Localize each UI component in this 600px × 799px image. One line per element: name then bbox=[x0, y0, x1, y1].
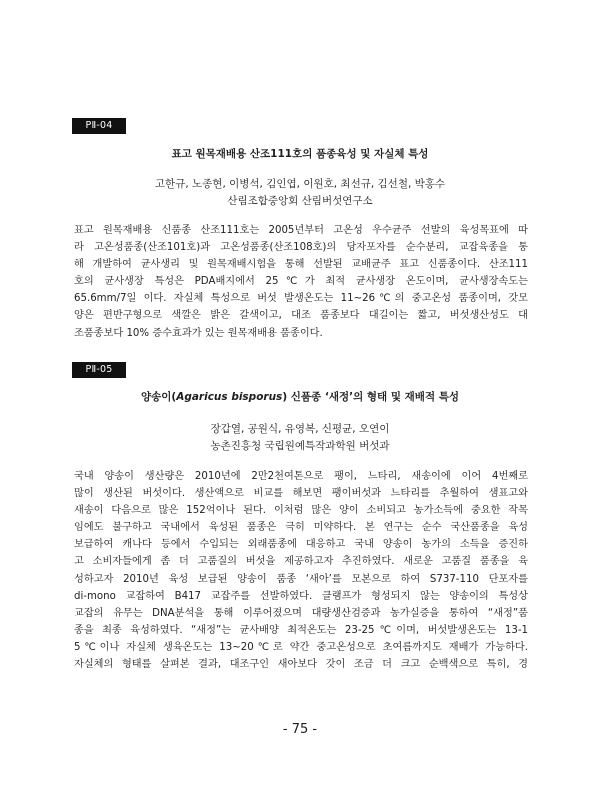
body-line: 호의 균사생장 특성은 PDA배지에서 25℃가 최적 균사생장 온도이며, 균사생장속도는 bbox=[74, 276, 528, 288]
body-line: 65.6mm/7일 이다. 자실체 특성으로 버섯 발생온도는 11~26℃의 중고온성 품종이며, 갓모 bbox=[74, 293, 528, 305]
page-number: - 75 - bbox=[282, 722, 318, 737]
body-line: 양은 편반구형으로 색깔은 밝은 갈색이고, 대조 품종보다 대길이는 짧고, 버섯생산성도 대 bbox=[74, 310, 528, 322]
body-line: 종을 최종 육성하였다. “새정”는 균사배양 최적온도는 23-25℃이며, 버섯발생온도는 13-1 bbox=[74, 624, 528, 636]
body-line: 성하고자 2010년 육성 보급된 양송이 품종 ‘새아’를 모본으로 하여 S737-110 단포자를 bbox=[74, 573, 528, 585]
title-species-name: Agaricus bisporus bbox=[176, 391, 283, 403]
abstract-title: 표고 원목재배용 산조111호의 품종육성 및 자실체 특성 bbox=[171, 148, 429, 160]
body-line: 새송이 다음으로 많은 152억이나 된다. 이처럼 많은 양이 소비되고 농가소득에 중요한 작목 bbox=[74, 505, 528, 517]
abstract-affiliation: 농촌진흥청 국립원예특작과학원 버섯과 bbox=[210, 440, 390, 452]
abstract-title bbox=[60, 389, 540, 404]
abstract-body bbox=[74, 222, 528, 342]
body-line: 교잡의 유무는 DNA분석을 통해 이루어졌으며 대량생산검증과 농가실증을 통하여 “새정”품 bbox=[74, 607, 528, 619]
body-line: 조품종보다 10% 증수효과가 있는 원목재배용 품종이다. bbox=[74, 327, 323, 339]
abstract-affiliation: 산림조합중앙회 산림버섯연구소 bbox=[227, 195, 373, 207]
abstract-authors: 고한규, 노종현, 이병석, 김인엽, 이원호, 최선규, 김선철, 박홍수 bbox=[154, 178, 446, 190]
body-line: 국내 양송이 생산량은 2010년에 2만2천여톤으로 팽이, 느타리, 새송이에 이어 4번째로 bbox=[74, 471, 528, 482]
abstract-tag: PⅡ-04 bbox=[72, 118, 126, 134]
body-line: 고 소비자들에게 좀 더 고품질의 버섯을 제공하고자 추진하였다. 새로운 고품질 품종을 육 bbox=[74, 556, 528, 568]
body-line: 자실체의 형태를 살펴본 결과, 대조구인 새아보다 갓이 조금 더 크고 순백색으로 특히, 경 bbox=[74, 659, 528, 671]
abstract-authors: 장갑열, 공원식, 유영복, 신평균, 오연이 bbox=[210, 423, 390, 435]
body-line: 보급하여 캐나다 등에서 수입되는 외래품종에 대응하고 국내 양송이 농가의 소득을 증진하 bbox=[74, 539, 528, 551]
body-line: 5℃이나 자실체 생육온도는 13~20℃로 약간 중고온성으로 초여름까지도 재배가 가능하다. bbox=[74, 641, 528, 653]
body-line: di-mono 교잡하여 B417 교잡주를 선발하였다. 클램프가 형성되지 않는 양송이의 특성상 bbox=[74, 590, 528, 602]
title-prefix: 양송이( bbox=[140, 391, 177, 403]
body-line: 라 고온성품종(산조101호)과 고온성품종(산조108호)의 당자포자를 순수분리, 교잡육종을 통 bbox=[74, 242, 528, 254]
abstract-tag: PⅡ-05 bbox=[72, 362, 126, 378]
body-line: 해 개발하여 균사생리 및 원목재배시험을 통해 선발된 교배균주 표고 신품종이다. 산조111 bbox=[74, 259, 528, 271]
body-line: 많이 생산된 버섯이다. 생산액으로 비교를 해보면 팽이버섯과 느타리를 추월하여 샘표고와 bbox=[74, 488, 528, 500]
body-line: 표고 원목재배용 신품종 산조111호는 2005년부터 고온성 우수균주 선발의 육성목표에 따 bbox=[74, 225, 528, 236]
body-line: 임에도 불구하고 국내에서 육성된 품종은 극히 미약하다. 본 연구는 순수 국산품종을 육성 bbox=[74, 522, 528, 534]
abstract-body bbox=[74, 468, 528, 673]
title-suffix: ) 신품종 ‘새정’의 형태 및 재배적 특성 bbox=[282, 391, 460, 403]
